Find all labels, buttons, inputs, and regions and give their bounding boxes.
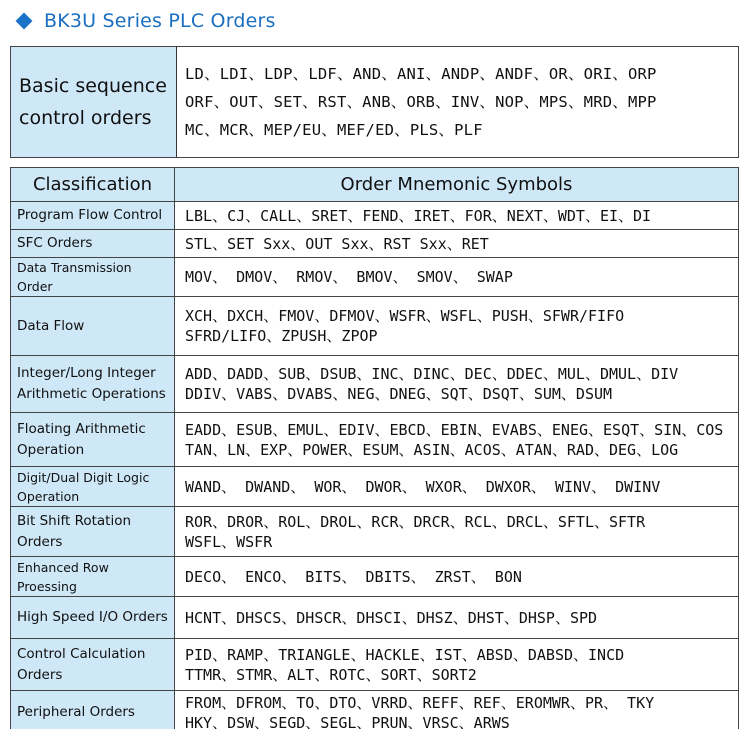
row-symbols: LBL、CJ、CALL、SRET、FEND、IRET、FOR、NEXT、WDT、EI、DI bbox=[175, 202, 739, 230]
basic-sequence-symbols bbox=[177, 47, 739, 158]
row-classification: SFC Orders bbox=[11, 230, 175, 258]
table-row bbox=[11, 356, 739, 413]
basic-sequence-row bbox=[11, 47, 739, 158]
basic-sequence-label: Basic sequence control orders bbox=[11, 47, 177, 158]
row-classification: Integer/Long Integer Arithmetic Operations bbox=[11, 356, 175, 413]
row-symbols: HCNT、DHSCS、DHSCR、DHSCI、DHSZ、DHST、DHSP、SPD bbox=[175, 597, 739, 639]
row-symbols: PID、RAMP、TRIANGLE、HACKLE、IST、ABSD、DABSD、INCD TTMR、STMR、ALT、ROTC、SORT、SORT2 bbox=[175, 639, 739, 691]
row-symbols: XCH、DXCH、FMOV、DFMOV、WSFR、WSFL、PUSH、SFWR/FIFO SFRD/LIFO、ZPUSH、ZPOP bbox=[175, 297, 739, 356]
table-row bbox=[11, 691, 739, 729]
row-classification: Control Calculation Orders bbox=[11, 639, 175, 691]
table-row bbox=[11, 467, 739, 507]
table-row bbox=[11, 507, 739, 557]
row-symbols: WAND、 DWAND、 WOR、 DWOR、 WXOR、 DWXOR、 WINV、 DWINV bbox=[175, 467, 739, 507]
row-classification: Program Flow Control bbox=[11, 202, 175, 230]
table-row bbox=[11, 297, 739, 356]
row-symbols: EADD、ESUB、EMUL、EDIV、EBCD、EBIN、EVABS、ENEG、ESQT、SIN、COS TAN、LN、EXP、POWER、ESUM、ASIN、ACOS、ATAN、RAD、DEG、LOG bbox=[175, 413, 739, 467]
classification-header: Classification bbox=[11, 168, 175, 202]
table-row bbox=[11, 557, 739, 597]
row-classification: Peripheral Orders bbox=[11, 691, 175, 729]
table-row bbox=[11, 258, 739, 297]
row-classification: Digit/Dual Digit Logic Operation bbox=[11, 467, 175, 507]
table-row bbox=[11, 230, 739, 258]
table-header-row bbox=[11, 168, 739, 202]
basic-sequence-table bbox=[10, 46, 739, 158]
row-classification: Bit Shift Rotation Orders bbox=[11, 507, 175, 557]
row-symbols: STL、SET Sxx、OUT Sxx、RST Sxx、RET bbox=[175, 230, 739, 258]
table-row bbox=[11, 413, 739, 467]
row-symbols: FROM、DFROM、TO、DTO、VRRD、REFF、REF、EROMWR、PR、 TKY HKY、DSW、SEGD、SEGL、PRUN、VRSC、ARWS bbox=[175, 691, 739, 729]
row-symbols: MOV、 DMOV、 RMOV、 BMOV、 SMOV、 SWAP bbox=[175, 258, 739, 297]
row-classification: High Speed I/O Orders bbox=[11, 597, 175, 639]
order-classification-table bbox=[10, 167, 739, 729]
row-symbols: ADD、DADD、SUB、DSUB、INC、DINC、DEC、DDEC、MUL、DMUL、DIV DDIV、VABS、DVABS、NEG、DNEG、SQT、DSQT、SUM、DSUM bbox=[175, 356, 739, 413]
row-classification: Data Transmission Order bbox=[11, 258, 175, 297]
diamond-bullet-icon bbox=[16, 13, 33, 30]
table-row bbox=[11, 639, 739, 691]
page-title bbox=[16, 8, 276, 34]
table-row bbox=[11, 202, 739, 230]
row-classification: Floating Arithmetic Operation bbox=[11, 413, 175, 467]
row-symbols: ROR、DROR、ROL、DROL、RCR、DRCR、RCL、DRCL、SFTL、SFTR WSFL、WSFR bbox=[175, 507, 739, 557]
row-classification: Enhanced Row Proessing bbox=[11, 557, 175, 597]
basic-sequence-line: ORF、OUT、SET、RST、ANB、ORB、INV、NOP、MPS、MRD、MPP bbox=[185, 93, 657, 111]
symbols-header: Order Mnemonic Symbols bbox=[175, 168, 739, 202]
row-classification: Data Flow bbox=[11, 297, 175, 356]
page-title-text: BK3U Series PLC Orders bbox=[44, 10, 276, 32]
row-symbols: DECO、 ENCO、 BITS、 DBITS、 ZRST、 BON bbox=[175, 557, 739, 597]
basic-sequence-line: MC、MCR、MEP/EU、MEF/ED、PLS、PLF bbox=[185, 121, 483, 139]
table-row bbox=[11, 597, 739, 639]
basic-sequence-line: LD、LDI、LDP、LDF、AND、ANI、ANDP、ANDF、OR、ORI、ORP bbox=[185, 65, 657, 83]
